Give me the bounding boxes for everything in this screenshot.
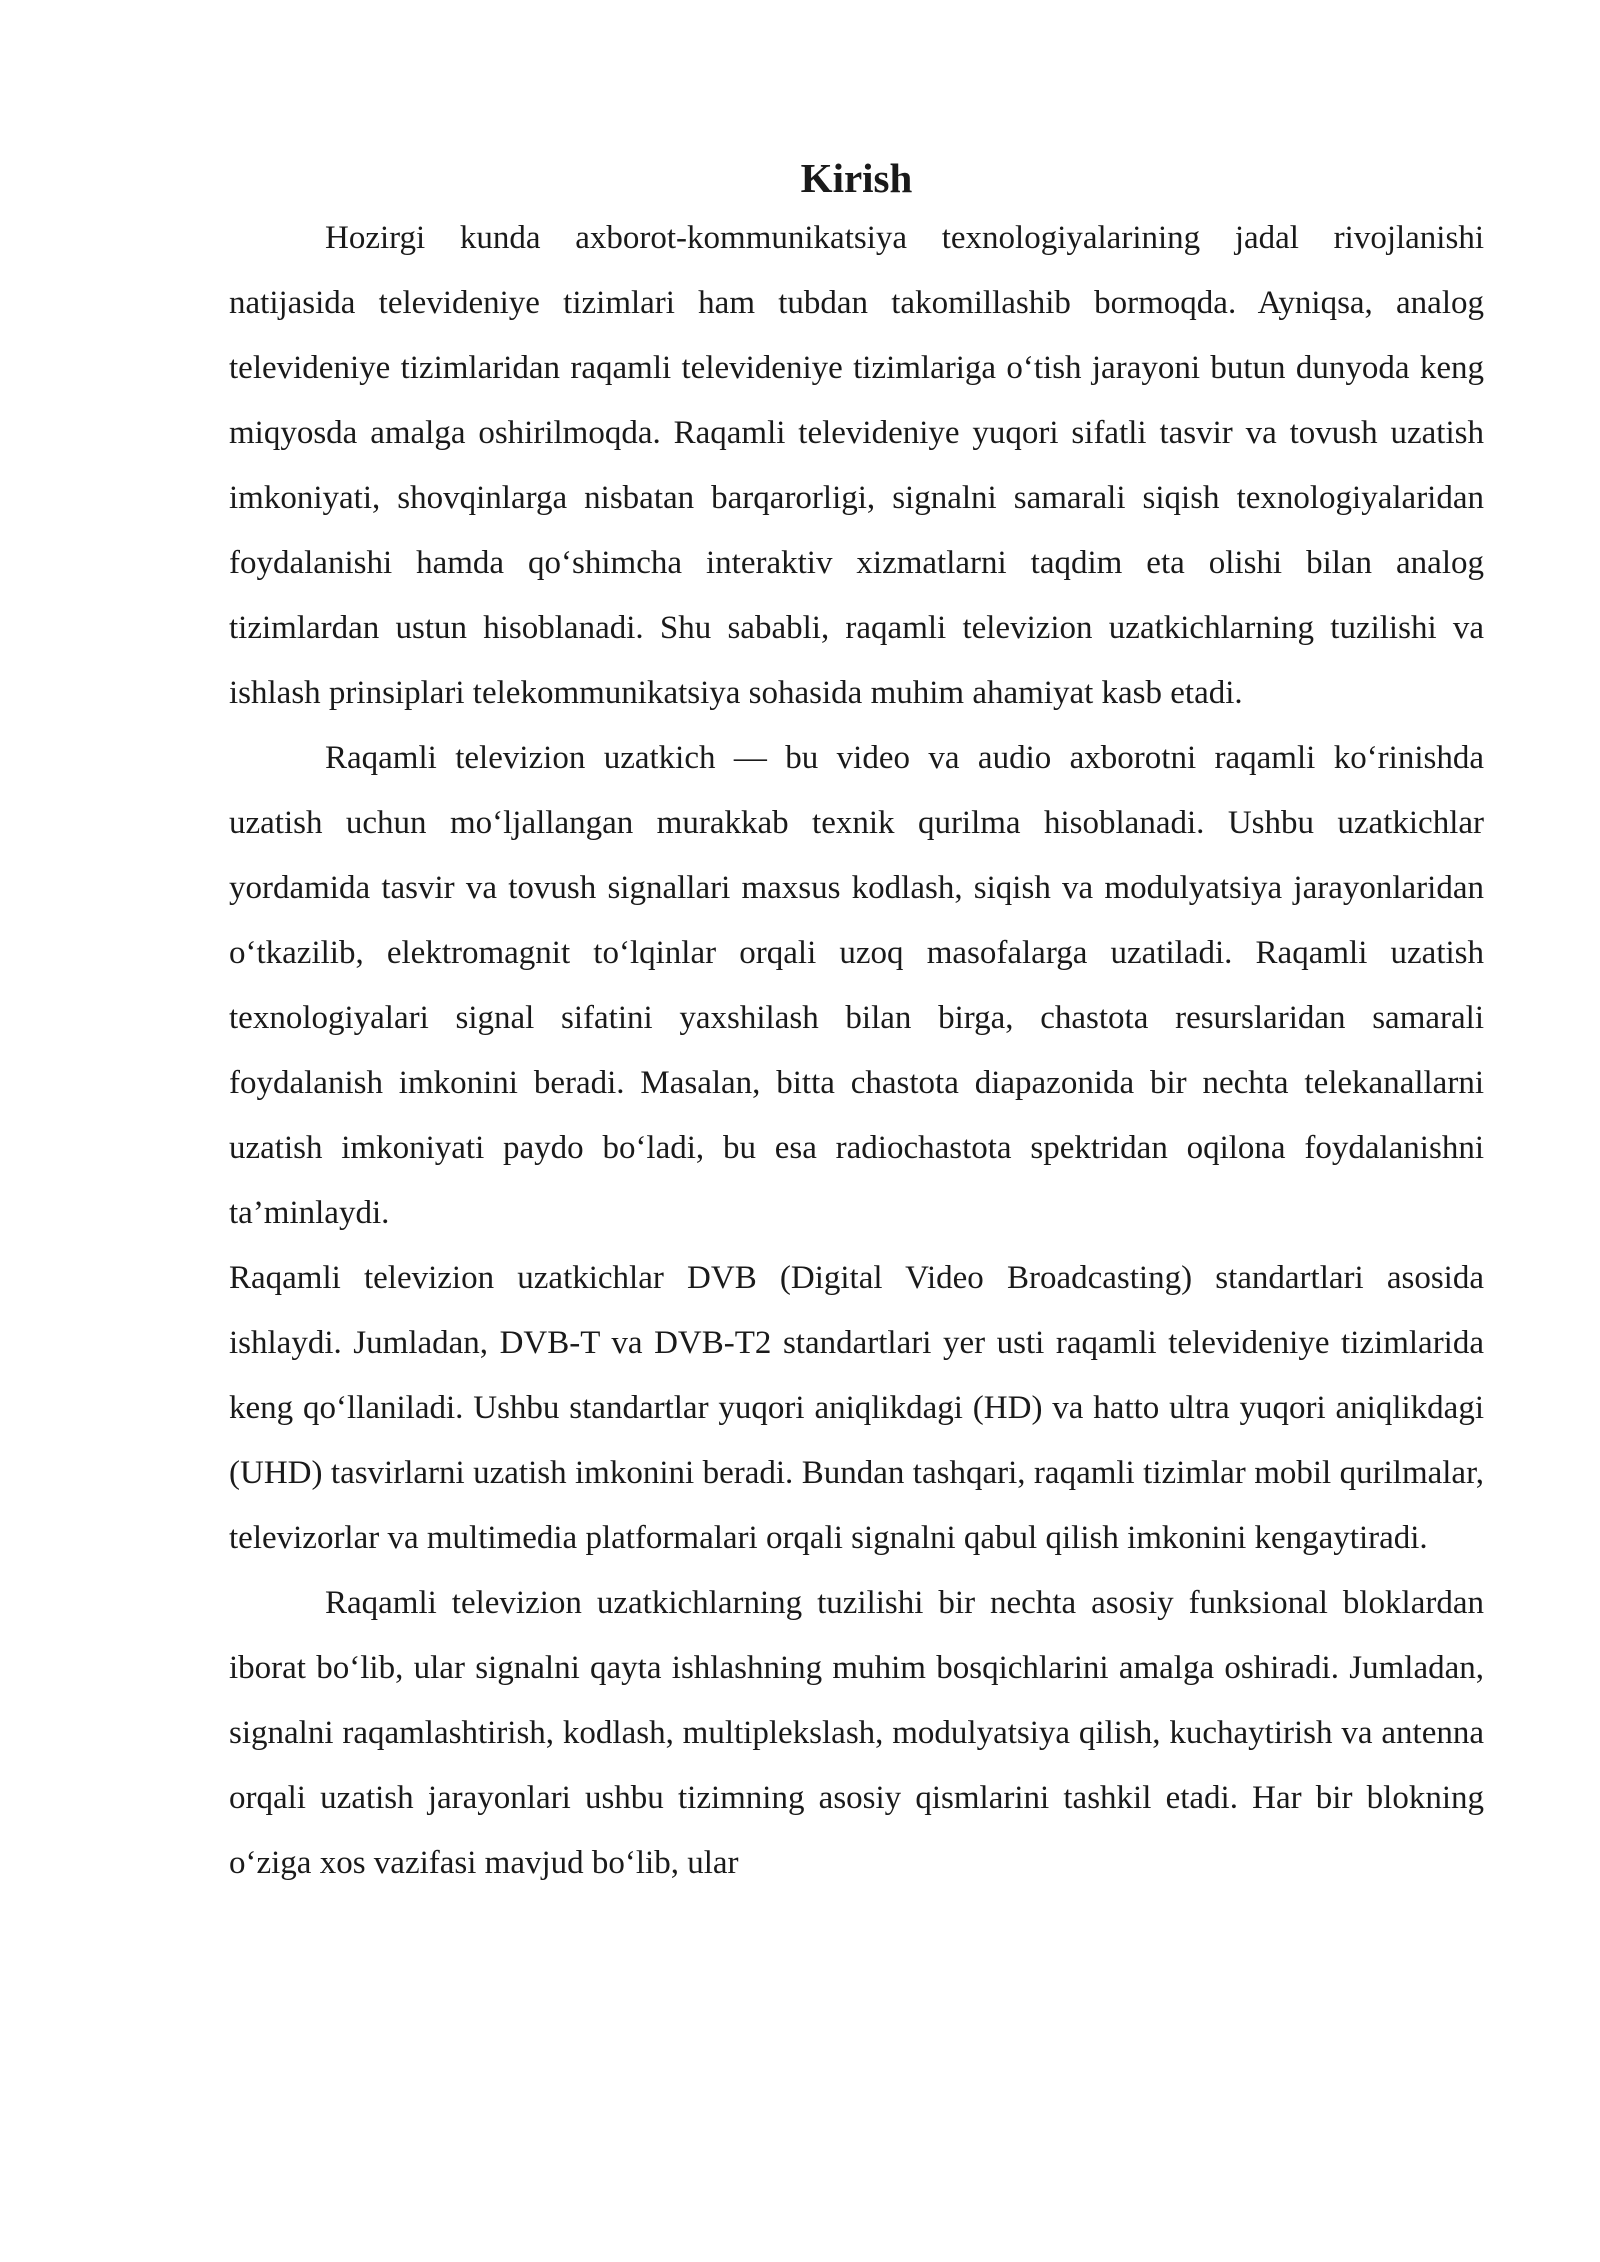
page-title: Kirish — [800, 155, 913, 201]
paragraph-intro: Hozirgi kunda axborot-kommunikatsiya texnologiyalarining jadal rivojlanishi natijasida televideniye tizimlari ham tubdan takomillashib bormoqda. Ayniqsa, analog televideniye tizimlaridan raqamli televideniye tizimlariga o‘tish jarayoni butun dunyoda keng miqyosda amalga oshirilmoqda. Raqamli televideniye yuqori sifatli tasvir va tovush uzatish imkoniyati, shovqinlarga nisbatan barqarorligi, signalni samarali siqish texnologiyalaridan foydalanishi hamda qo‘shimcha interaktiv xizmatlarni taqdim eta olishi bilan analog tizimlardan ustun hisoblanadi. Shu sababli, raqamli televizion uzatkichlarning tuzilishi va ishlash prinsiplari telekommunikatsiya sohasida muhim ahamiyat kasb etadi. — [229, 220, 1484, 711]
paragraph-structure: Raqamli televizion uzatkichlarning tuzilishi bir nechta asosiy funksional bloklardan iborat bo‘lib, ular signalni qayta ishlashning muhim bosqichlarini amalga oshiradi. Jumladan, signalni raqamlashtirish, kodlash, multiplekslash, modulyatsiya qilish, kuchaytirish va antenna orqali uzatish jarayonlari ushbu tizimning asosiy qismlarini tashkil etadi. Har bir blokning o‘ziga xos vazifasi mavjud bo‘lib, ular — [229, 1585, 1484, 1881]
paragraph-dvb-standards: Raqamli televizion uzatkichlar DVB (Digital Video Broadcasting) standartlari asosida ishlaydi. Jumladan, DVB-T va DVB-T2 standartlari yer usti raqamli televideniye tizimlarida keng qo‘llaniladi. Ushbu standartlar yuqori aniqlikdagi (HD) va hatto ultra yuqori aniqlikdagi (UHD) tasvirlarni uzatish imkonini beradi. Bundan tashqari, raqamli tizimlar mobil qurilmalar, televizorlar va multimedia platformalari orqali signalni qabul qilish imkonini kengaytiradi. — [229, 1260, 1484, 1556]
paragraph-transmitter-definition: Raqamli televizion uzatkich — bu video va audio axborotni raqamli ko‘rinishda uzatish uchun mo‘ljallangan murakkab texnik qurilma hisoblanadi. Ushbu uzatkichlar yordamida tasvir va tovush signallari maxsus kodlash, siqish va modulyatsiya jarayonlaridan o‘tkazilib, elektromagnit to‘lqinlar orqali uzoq masofalarga uzatiladi. Raqamli uzatish texnologiyalari signal sifatini yaxshilash bilan birga, chastota resurslaridan samarali foydalanish imkonini beradi. Masalan, bitta chastota diapazonida bir nechta telekanallarni uzatish imkoniyati paydo bo‘ladi, bu esa radiochastota spektridan oqilona foydalanishni ta’minlaydi. — [229, 740, 1484, 1231]
document-page — [229, 150, 1484, 1896]
